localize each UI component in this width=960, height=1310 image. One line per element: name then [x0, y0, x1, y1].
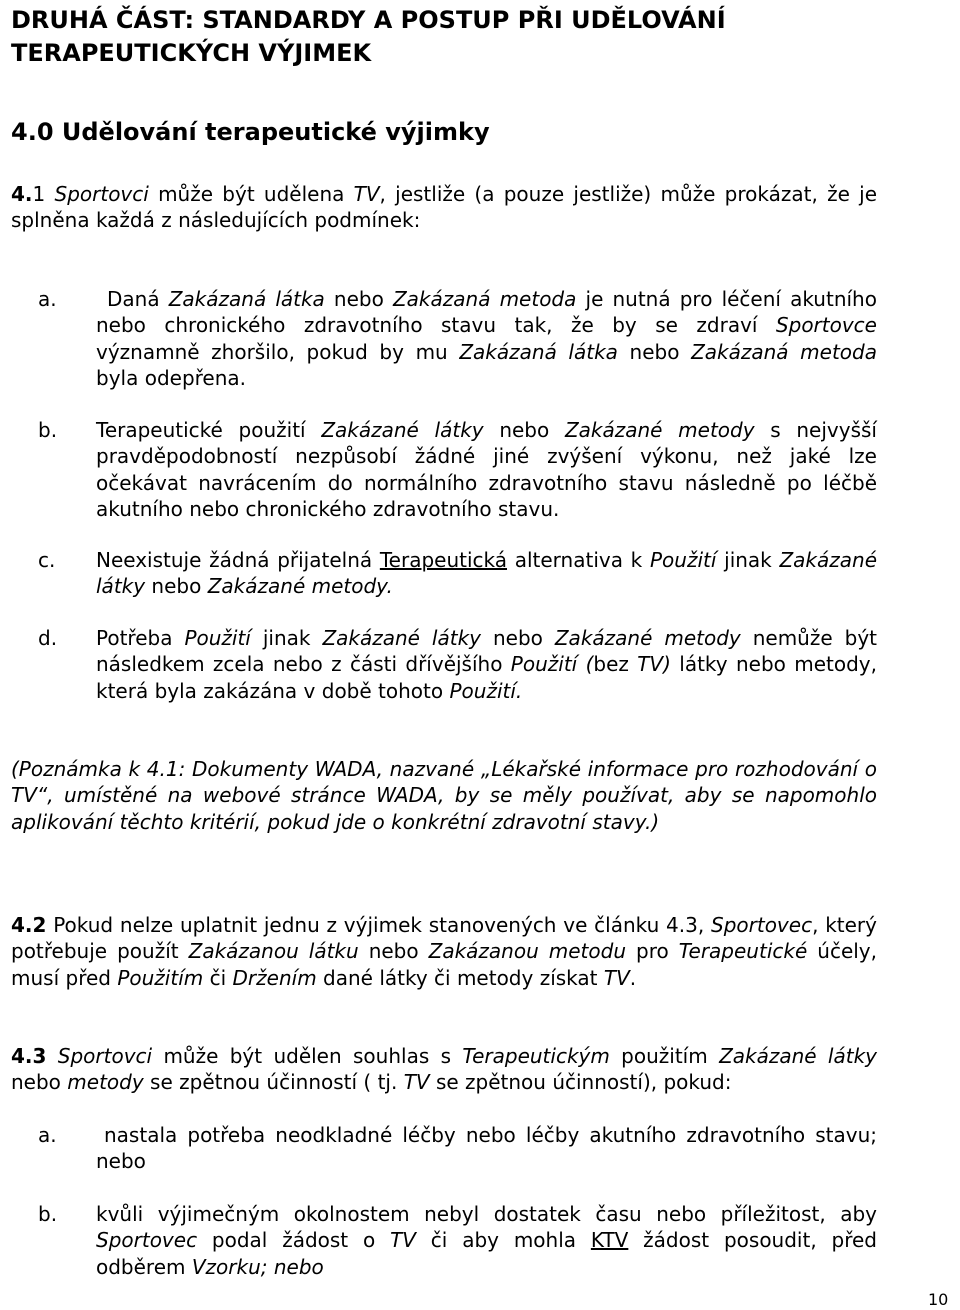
text: . [629, 965, 637, 990]
text: je nutná pro léčení akutního nebo chronického zdravotního stavu tak, že by se zdraví [96, 287, 877, 338]
text: pro [626, 939, 679, 964]
text: nebo [145, 574, 208, 599]
list-label-d: d. [38, 626, 58, 650]
paragraph-4-3 [11, 1043, 877, 1096]
term: Zakázané látky [321, 418, 484, 442]
term: TV [603, 965, 630, 990]
term: TV [403, 1070, 430, 1095]
text: , který potřebuje použít [11, 913, 877, 964]
text: nebo [11, 1070, 68, 1095]
term: Sportovce [775, 313, 877, 338]
text: či [203, 965, 233, 990]
text: podal žádost o [197, 1228, 391, 1253]
text: alternativa k [507, 548, 650, 572]
term: metody [67, 1070, 144, 1095]
section-heading: 4.0 Udělování terapeutické výjimky [11, 118, 490, 146]
term: Použití [649, 548, 717, 572]
list-label-a: a. [38, 287, 57, 311]
text: s nejvyšší pravděpodobností nezpůsobí žádné jiné zvýšení výkonu, než jaké lze očekávat navrácením do normálního zdravotního stavu následně po léčbě akutního nebo chronického zdravotního stavu. [96, 418, 877, 522]
list-label-b2: b. [38, 1202, 58, 1226]
section-number: 4.3 [11, 1044, 47, 1068]
condition-d [96, 625, 877, 704]
list-label-c: c. [38, 548, 56, 572]
section-number-rest: 1 [32, 182, 46, 206]
text: jinak [716, 548, 780, 572]
retroactive-condition-b [96, 1201, 877, 1280]
term: Sportovec [711, 913, 813, 937]
term: Zakázaná metoda [392, 287, 577, 311]
term: Sportovci [57, 1044, 153, 1068]
text: , jestliže (a pouze jestliže) může prokázat, že je splněna každá z následujících podmínek: [11, 182, 877, 233]
text: či aby mohla [415, 1228, 591, 1253]
list-label-b: b. [38, 418, 58, 442]
condition-b [96, 417, 877, 523]
text: účely, musí před [11, 939, 878, 990]
text: použitím [609, 1044, 720, 1068]
term: Sportovci [54, 182, 149, 206]
text: nebo [617, 339, 692, 364]
term: Terapeutické [678, 939, 808, 964]
text: nemůže být následkem zcela nebo z části dřívějšího [96, 626, 877, 677]
term: Zakázané metody [554, 626, 741, 650]
term: Použití [184, 626, 251, 650]
text: nebo [358, 939, 429, 964]
part-heading-line2: TERAPEUTICKÝCH VÝJIMEK [11, 39, 372, 67]
text: významně zhoršilo, pokud by mu [96, 339, 460, 364]
text: nastala potřeba neodkladné léčby nebo léčby akutního zdravotního stavu; nebo [96, 1123, 877, 1174]
text: Pokud nelze uplatnit jednu z výjimek stanovených ve článku 4.3, [46, 913, 711, 937]
text: žádost posoudit, před odběrem [96, 1228, 877, 1279]
text: látky nebo metody, která byla zakázána v době tohoto [96, 652, 877, 703]
text: může být udělena [148, 182, 354, 206]
term: Sportovec [96, 1228, 198, 1253]
text: nebo [483, 418, 565, 442]
list-label-a2: a. [38, 1123, 57, 1147]
paragraph-4-2 [11, 912, 877, 991]
text: kvůli výjimečným okolnostem nebyl dostatek času nebo příležitost, aby [96, 1202, 877, 1226]
term: Zakázané látky [96, 548, 877, 599]
term: Držením [232, 965, 317, 990]
text: se zpětnou účinností ( tj. [143, 1070, 404, 1095]
term: Použitím [117, 965, 204, 990]
text: Neexistuje žádná přijatelná [96, 548, 380, 572]
term: Zakázaná látka [168, 287, 325, 311]
underlined-term: Terapeutická [379, 548, 508, 572]
text: nebo [481, 626, 555, 650]
text: nebo [324, 287, 393, 311]
term: TV [390, 1228, 416, 1253]
text: Daná [107, 287, 169, 311]
term: Použití ( [510, 652, 594, 677]
term: Terapeutickým [462, 1044, 610, 1068]
term: Zakázané látky [719, 1044, 877, 1068]
term: Zakázanou látku [188, 939, 359, 964]
term: Zakázané látky [322, 626, 482, 650]
condition-a [96, 286, 877, 392]
term: Vzorku; nebo [191, 1254, 324, 1279]
term: TV) [637, 652, 671, 677]
part-heading-line1: DRUHÁ ČÁST: STANDARDY A POSTUP PŘI UDĚLOVÁNÍ [11, 6, 726, 34]
term: Použití. [449, 678, 523, 703]
underlined-term: KTV [590, 1228, 629, 1253]
text: jinak [250, 626, 323, 650]
page-number: 10 [928, 1290, 949, 1309]
note-4-1: (Poznámka k 4.1: Dokumenty WADA, nazvané „Lékařské informace pro rozhodování o TV“, umístěné na webové stránce WADA, by se měly používat, aby se napomohlo aplikování těchto kritérií, pokud jde o konkrétní zdravotní stavy.) [11, 757, 877, 834]
text: Terapeutické použití [96, 418, 322, 442]
text: bez [593, 652, 638, 677]
text: byla odepřena. [96, 366, 247, 391]
section-number: 4.2 [11, 913, 47, 937]
term: Zakázané metody [564, 418, 755, 442]
text: dané látky či metody získat [316, 965, 604, 990]
text [46, 1044, 57, 1068]
term: Zakázaná látka [459, 339, 618, 364]
term: Zakázané metody. [207, 574, 393, 599]
text: se zpětnou účinností), pokud: [429, 1070, 732, 1095]
retroactive-condition-a [96, 1122, 877, 1175]
condition-c [96, 547, 877, 600]
section-number: 4. [11, 182, 33, 206]
term: TV [353, 182, 380, 206]
paragraph-4-1 [11, 181, 877, 234]
term: Zakázaná metoda [691, 339, 877, 364]
text: Potřeba [96, 626, 185, 650]
term: Zakázanou metodu [428, 939, 627, 964]
text: může být udělen souhlas s [152, 1044, 463, 1068]
